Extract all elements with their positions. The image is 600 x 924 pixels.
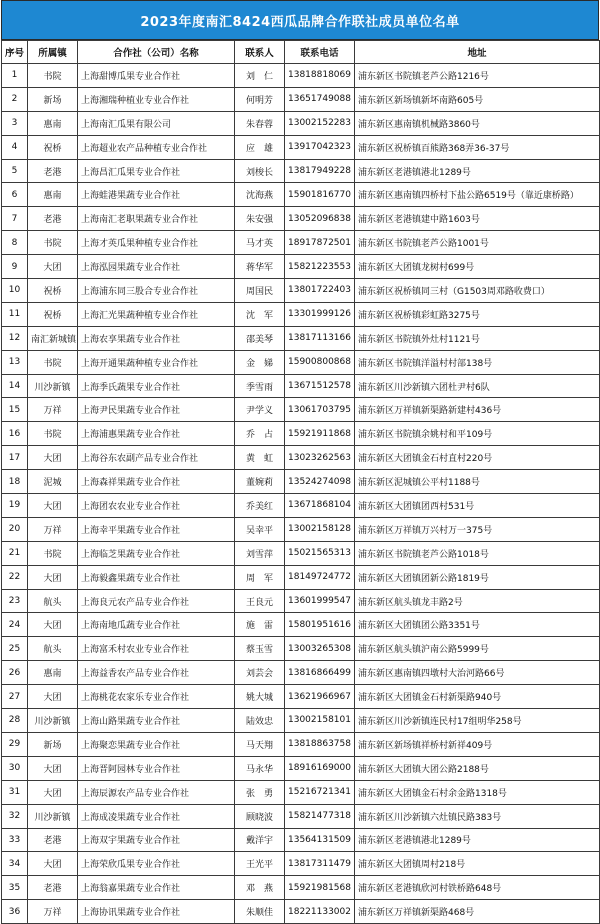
cell-phone: 13023262563 (285, 446, 355, 470)
cell-no: 19 (2, 494, 28, 518)
cell-phone: 13301999126 (285, 302, 355, 326)
cell-town: 书院 (28, 64, 78, 88)
cell-name: 上海辰源农产品专业合作社 (78, 780, 235, 804)
table-row (2, 255, 600, 279)
cell-town: 老港 (28, 159, 78, 183)
cell-town: 大团 (28, 613, 78, 637)
cell-person: 马才英 (235, 231, 285, 255)
cell-address: 浦东新区新场镇祥桥村新祥409号 (355, 732, 600, 756)
table-row (2, 613, 600, 637)
cell-person: 马天翔 (235, 732, 285, 756)
cell-no: 30 (2, 756, 28, 780)
table-row (2, 398, 600, 422)
cell-town: 泥城 (28, 470, 78, 494)
cell-no: 36 (2, 900, 28, 924)
cell-town: 大团 (28, 446, 78, 470)
cell-phone: 13816866499 (285, 661, 355, 685)
cell-phone: 18916169000 (285, 756, 355, 780)
cell-name: 上海泓园果蔬专业合作社 (78, 255, 235, 279)
cell-phone: 13061703795 (285, 398, 355, 422)
cell-name: 上海协讯果蔬专业合作社 (78, 900, 235, 924)
cell-person: 沈 军 (235, 302, 285, 326)
cell-town: 老港 (28, 207, 78, 231)
cell-no: 14 (2, 374, 28, 398)
table-row (2, 87, 600, 111)
cell-name: 上海幸平果蔬专业合作社 (78, 517, 235, 541)
cell-address: 浦东新区祝桥镇百熊路368弄36-37号 (355, 135, 600, 159)
cell-phone: 18221133002 (285, 900, 355, 924)
cell-address: 浦东新区大团镇金石村直村220号 (355, 446, 600, 470)
cell-person: 周国民 (235, 279, 285, 303)
cell-phone: 13817949228 (285, 159, 355, 183)
table-row (2, 565, 600, 589)
cell-name: 上海临芝果蔬专业合作社 (78, 541, 235, 565)
cell-no: 35 (2, 876, 28, 900)
cell-person: 施 雷 (235, 613, 285, 637)
cell-name: 上海湘瑞种植业专业合作社 (78, 87, 235, 111)
cell-town: 祝桥 (28, 135, 78, 159)
table-row (2, 637, 600, 661)
cell-no: 7 (2, 207, 28, 231)
cell-no: 1 (2, 64, 28, 88)
table-row (2, 709, 600, 733)
cell-name: 上海翁嘉果蔬专业合作社 (78, 876, 235, 900)
cell-name: 上海尹民果蔬专业合作社 (78, 398, 235, 422)
table-row (2, 517, 600, 541)
cell-address: 浦东新区书院镇余姚村和平109号 (355, 422, 600, 446)
cell-phone: 13524274098 (285, 470, 355, 494)
cell-phone: 15821223553 (285, 255, 355, 279)
cell-name: 上海桃花农家乐专业合作社 (78, 685, 235, 709)
cell-town: 大团 (28, 494, 78, 518)
cell-address: 浦东新区书院镇老芦公路1216号 (355, 64, 600, 88)
cell-town: 大团 (28, 852, 78, 876)
cell-address: 浦东新区大团镇团西村531号 (355, 494, 600, 518)
cell-town: 祝桥 (28, 279, 78, 303)
cell-no: 15 (2, 398, 28, 422)
cell-address: 浦东新区大团镇周村218号 (355, 852, 600, 876)
cell-no: 18 (2, 470, 28, 494)
cell-town: 川沙新镇 (28, 374, 78, 398)
cell-no: 3 (2, 111, 28, 135)
cell-name: 上海晋阿园林专业合作社 (78, 756, 235, 780)
cell-address: 浦东新区万祥镇新渠路新建村436号 (355, 398, 600, 422)
cell-no: 17 (2, 446, 28, 470)
cell-name: 上海才英瓜果种植专业合作社 (78, 231, 235, 255)
cell-town: 大团 (28, 780, 78, 804)
cell-address: 浦东新区老港镇港北1289号 (355, 828, 600, 852)
header-phone: 联系电话 (285, 41, 355, 64)
cell-person: 乔美红 (235, 494, 285, 518)
cell-name: 上海浦东同三股合专业合作社 (78, 279, 235, 303)
cell-phone: 18917872501 (285, 231, 355, 255)
cell-name: 上海荣欣瓜果专业合作社 (78, 852, 235, 876)
cell-address: 浦东新区川沙新镇连民村17组明华258号 (355, 709, 600, 733)
cell-address: 浦东新区书院镇洋溢村村部138号 (355, 350, 600, 374)
cell-name: 上海甜博瓜果专业合作社 (78, 64, 235, 88)
cell-no: 25 (2, 637, 28, 661)
cell-phone: 13052096838 (285, 207, 355, 231)
cell-person: 邓 燕 (235, 876, 285, 900)
cell-address: 浦东新区大团镇金石村新渠路940号 (355, 685, 600, 709)
cell-no: 4 (2, 135, 28, 159)
table-row (2, 494, 600, 518)
cell-phone: 15921911868 (285, 422, 355, 446)
cell-person: 顾晓波 (235, 804, 285, 828)
cell-person: 应 雄 (235, 135, 285, 159)
cell-phone: 13671868104 (285, 494, 355, 518)
cell-town: 川沙新镇 (28, 804, 78, 828)
cell-address: 浦东新区老港镇港北1289号 (355, 159, 600, 183)
document-title: 2023年度南汇8424西瓜品牌合作联社成员单位名单 (1, 0, 599, 40)
cell-address: 浦东新区川沙新镇六灶镇民路383号 (355, 804, 600, 828)
table-row (2, 350, 600, 374)
cell-town: 新场 (28, 87, 78, 111)
cell-person: 马永华 (235, 756, 285, 780)
cell-town: 书院 (28, 231, 78, 255)
cell-town: 老港 (28, 828, 78, 852)
cell-phone: 13917042323 (285, 135, 355, 159)
cell-no: 5 (2, 159, 28, 183)
table-row (2, 111, 600, 135)
cell-no: 10 (2, 279, 28, 303)
table-row (2, 685, 600, 709)
cell-name: 上海季氏蔬果专业合作社 (78, 374, 235, 398)
header-name: 合作社（公司）名称 (78, 41, 235, 64)
cell-phone: 15801951616 (285, 613, 355, 637)
cell-address: 浦东新区大团镇团新公路1819号 (355, 565, 600, 589)
cell-person: 刘芸会 (235, 661, 285, 685)
cell-person: 刘雪萍 (235, 541, 285, 565)
cell-address: 浦东新区书院镇外灶村1121号 (355, 326, 600, 350)
cell-town: 书院 (28, 350, 78, 374)
cell-person: 张 勇 (235, 780, 285, 804)
cell-address: 浦东新区万祥镇万兴村万一375号 (355, 517, 600, 541)
cell-phone: 15901816770 (285, 183, 355, 207)
cell-no: 31 (2, 780, 28, 804)
table-row (2, 732, 600, 756)
cell-name: 上海团农农业专业合作社 (78, 494, 235, 518)
cell-phone: 15921981568 (285, 876, 355, 900)
cell-phone: 15900800868 (285, 350, 355, 374)
cell-person: 黄 虹 (235, 446, 285, 470)
cell-town: 惠南 (28, 661, 78, 685)
cell-person: 董婉莉 (235, 470, 285, 494)
cell-no: 8 (2, 231, 28, 255)
table-row (2, 470, 600, 494)
table-row (2, 135, 600, 159)
cell-person: 戴洋宇 (235, 828, 285, 852)
table-row (2, 900, 600, 924)
cell-town: 新场 (28, 732, 78, 756)
cell-phone: 13002158101 (285, 709, 355, 733)
table-row (2, 876, 600, 900)
cell-person: 何明芳 (235, 87, 285, 111)
cell-person: 朱春蓉 (235, 111, 285, 135)
cell-phone: 15216721341 (285, 780, 355, 804)
cell-phone: 15021565313 (285, 541, 355, 565)
cell-phone: 13564131509 (285, 828, 355, 852)
table-row (2, 183, 600, 207)
cell-phone: 13818818069 (285, 64, 355, 88)
table-row (2, 780, 600, 804)
cell-address: 浦东新区惠南镇四桥村下盐公路6519号（靠近康桥路） (355, 183, 600, 207)
header-person: 联系人 (235, 41, 285, 64)
header-no: 序号 (2, 41, 28, 64)
cell-name: 上海蛙港果蔬专业合作社 (78, 183, 235, 207)
cell-address: 浦东新区老港镇建中路1603号 (355, 207, 600, 231)
cell-no: 28 (2, 709, 28, 733)
cell-town: 惠南 (28, 183, 78, 207)
cell-no: 9 (2, 255, 28, 279)
table-row (2, 589, 600, 613)
cell-town: 大团 (28, 756, 78, 780)
cell-no: 24 (2, 613, 28, 637)
cell-address: 浦东新区惠南镇机械路3860号 (355, 111, 600, 135)
cell-no: 27 (2, 685, 28, 709)
cell-no: 23 (2, 589, 28, 613)
cell-no: 16 (2, 422, 28, 446)
cell-address: 浦东新区泥城镇公平村1188号 (355, 470, 600, 494)
cell-name: 上海山路果蔬专业合作社 (78, 709, 235, 733)
table-body (2, 64, 600, 924)
table-row (2, 374, 600, 398)
cell-address: 浦东新区祝桥镇同三村（G1503周邓路收费口） (355, 279, 600, 303)
cell-person: 季雪雨 (235, 374, 285, 398)
cell-person: 王良元 (235, 589, 285, 613)
table-row (2, 64, 600, 88)
cell-name: 上海昌汇瓜果专业合作社 (78, 159, 235, 183)
cell-person: 尹学义 (235, 398, 285, 422)
cell-person: 吴幸平 (235, 517, 285, 541)
cell-no: 29 (2, 732, 28, 756)
table-row (2, 302, 600, 326)
cell-name: 上海富禾村农业专业合作社 (78, 637, 235, 661)
cell-town: 万祥 (28, 517, 78, 541)
cell-no: 34 (2, 852, 28, 876)
cell-person: 王光平 (235, 852, 285, 876)
cell-phone: 13601999547 (285, 589, 355, 613)
cell-name: 上海汇光果蔬种植专业合作社 (78, 302, 235, 326)
table-row (2, 422, 600, 446)
cell-name: 上海森祥果蔬专业合作社 (78, 470, 235, 494)
cell-address: 浦东新区大团镇龙树村699号 (355, 255, 600, 279)
cell-town: 祝桥 (28, 302, 78, 326)
cell-address: 浦东新区川沙新镇六团杜尹村6队 (355, 374, 600, 398)
cell-person: 乔 占 (235, 422, 285, 446)
table-row (2, 661, 600, 685)
cell-person: 朱安强 (235, 207, 285, 231)
cell-name: 上海南地瓜蔬专业合作社 (78, 613, 235, 637)
cell-phone: 15821477318 (285, 804, 355, 828)
cell-phone: 13818863758 (285, 732, 355, 756)
cell-address: 浦东新区航头镇沪南公路5999号 (355, 637, 600, 661)
cell-name: 上海双宇果蔬专业合作社 (78, 828, 235, 852)
cell-person: 陆效忠 (235, 709, 285, 733)
cell-no: 2 (2, 87, 28, 111)
cell-name: 上海浦惠果蔬专业合作社 (78, 422, 235, 446)
cell-address: 浦东新区祝桥镇彩虹路3275号 (355, 302, 600, 326)
cell-name: 上海益香农产品专业合作社 (78, 661, 235, 685)
cell-name: 上海开通果蔬种植专业合作社 (78, 350, 235, 374)
cell-person: 蔡玉雪 (235, 637, 285, 661)
table-row (2, 159, 600, 183)
cell-phone: 13817113166 (285, 326, 355, 350)
cell-name: 上海南汇瓜果有限公司 (78, 111, 235, 135)
cell-no: 21 (2, 541, 28, 565)
cell-address: 浦东新区万祥镇新渠路468号 (355, 900, 600, 924)
cell-town: 惠南 (28, 111, 78, 135)
cell-no: 11 (2, 302, 28, 326)
cell-name: 上海超业农产品种植专业合作社 (78, 135, 235, 159)
cell-phone: 13003265308 (285, 637, 355, 661)
cell-town: 大团 (28, 685, 78, 709)
cell-name: 上海南汇老职果蔬专业合作社 (78, 207, 235, 231)
cell-address: 浦东新区惠南镇四墩村大治河路66号 (355, 661, 600, 685)
table-row (2, 756, 600, 780)
cell-town: 老港 (28, 876, 78, 900)
table-row (2, 541, 600, 565)
table-row (2, 804, 600, 828)
table-row (2, 326, 600, 350)
cell-no: 20 (2, 517, 28, 541)
cell-town: 大团 (28, 565, 78, 589)
cell-person: 金 娣 (235, 350, 285, 374)
cell-name: 上海成凌果蔬专业合作社 (78, 804, 235, 828)
cell-phone: 13002158128 (285, 517, 355, 541)
cell-person: 刘梭长 (235, 159, 285, 183)
cell-person: 沈海燕 (235, 183, 285, 207)
cell-no: 33 (2, 828, 28, 852)
cell-no: 12 (2, 326, 28, 350)
cell-town: 南汇新城镇 (28, 326, 78, 350)
cell-town: 书院 (28, 422, 78, 446)
cell-no: 26 (2, 661, 28, 685)
cell-phone: 13671512578 (285, 374, 355, 398)
cell-person: 朱顺佳 (235, 900, 285, 924)
cell-address: 浦东新区大团镇金石村余金路1318号 (355, 780, 600, 804)
cell-town: 航头 (28, 589, 78, 613)
cell-name: 上海农享果蔬专业合作社 (78, 326, 235, 350)
cell-phone: 13817311479 (285, 852, 355, 876)
cell-address: 浦东新区老港镇欣河村铁桥路648号 (355, 876, 600, 900)
cell-address: 浦东新区新场镇新坏南路605号 (355, 87, 600, 111)
cell-town: 书院 (28, 541, 78, 565)
cell-phone: 13621966967 (285, 685, 355, 709)
cell-phone: 18149724772 (285, 565, 355, 589)
table-row (2, 828, 600, 852)
cell-person: 周 军 (235, 565, 285, 589)
cell-address: 浦东新区书院镇老芦公路1018号 (355, 541, 600, 565)
header-town: 所属镇 (28, 41, 78, 64)
cell-address: 浦东新区航头镇龙丰路2号 (355, 589, 600, 613)
table-row (2, 446, 600, 470)
cell-no: 32 (2, 804, 28, 828)
cell-address: 浦东新区大团镇大团公路2188号 (355, 756, 600, 780)
cell-town: 大团 (28, 255, 78, 279)
cell-name: 上海谷东农副产品专业合作社 (78, 446, 235, 470)
table-row (2, 207, 600, 231)
cell-name: 上海聚恋果蔬专业合作社 (78, 732, 235, 756)
cell-town: 航头 (28, 637, 78, 661)
cell-name: 上海良元农产品专业合作社 (78, 589, 235, 613)
cell-town: 川沙新镇 (28, 709, 78, 733)
cell-town: 万祥 (28, 900, 78, 924)
cell-no: 22 (2, 565, 28, 589)
header-address: 地址 (355, 41, 600, 64)
member-table (1, 40, 600, 924)
cell-no: 13 (2, 350, 28, 374)
cell-person: 刘 仁 (235, 64, 285, 88)
cell-person: 蒋华军 (235, 255, 285, 279)
header-row (2, 41, 600, 64)
cell-town: 万祥 (28, 398, 78, 422)
table-row (2, 852, 600, 876)
cell-name: 上海毅鑫果蔬专业合作社 (78, 565, 235, 589)
table-row (2, 279, 600, 303)
cell-no: 6 (2, 183, 28, 207)
cell-phone: 13801722403 (285, 279, 355, 303)
table-row (2, 231, 600, 255)
cell-phone: 13002152283 (285, 111, 355, 135)
cell-phone: 13651749088 (285, 87, 355, 111)
cell-address: 浦东新区大团镇团公路3351号 (355, 613, 600, 637)
cell-person: 姚大城 (235, 685, 285, 709)
cell-address: 浦东新区书院镇老芦公路1001号 (355, 231, 600, 255)
cell-person: 邵美琴 (235, 326, 285, 350)
